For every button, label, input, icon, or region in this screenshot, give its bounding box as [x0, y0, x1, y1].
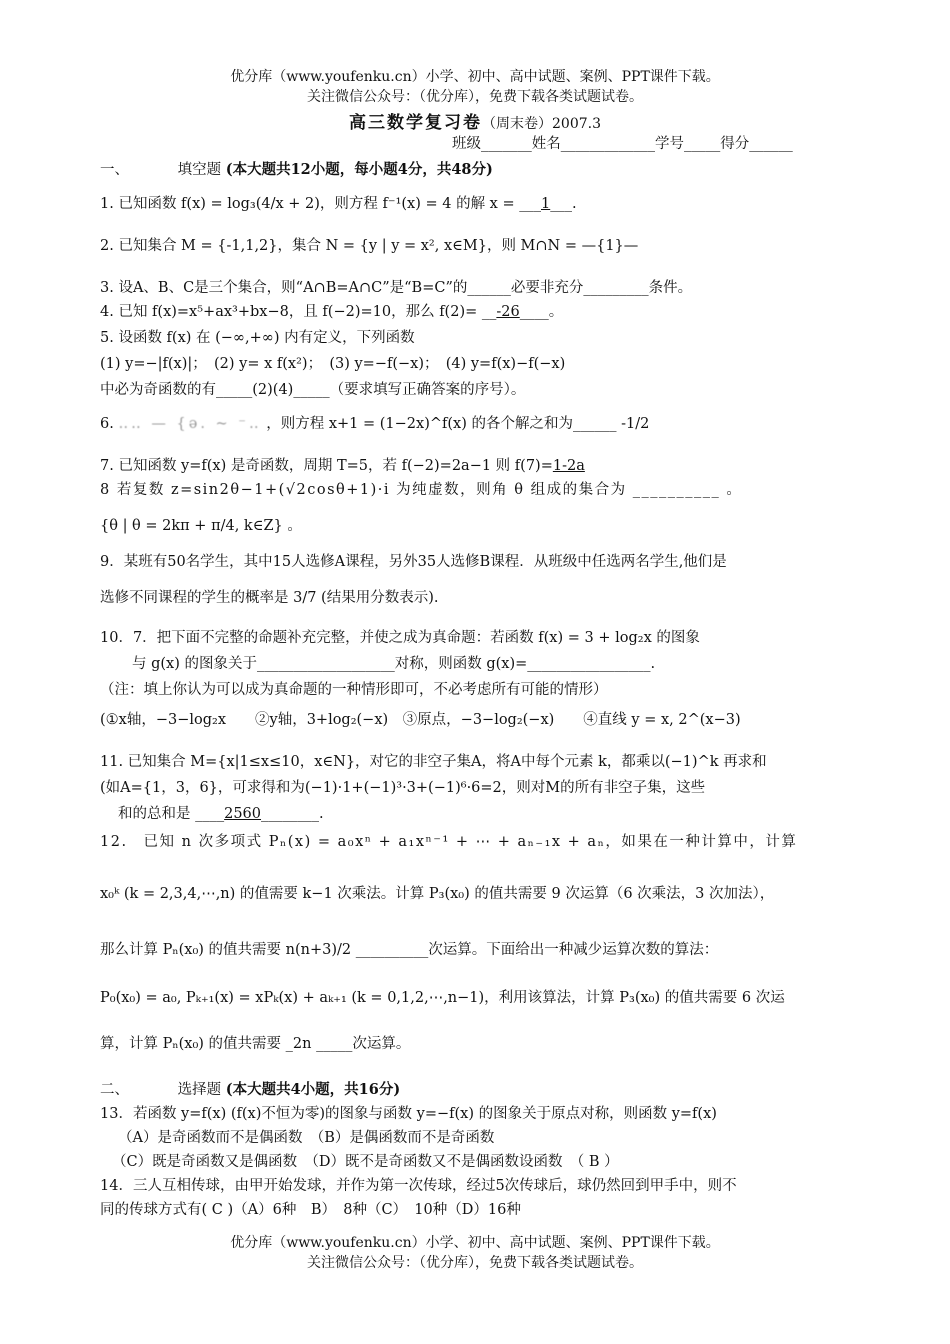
- title-sub: （周末卷）2007.3: [482, 116, 601, 132]
- question-10-line-3: （注：填上你认为可以成为真命题的一种情形即可，不必考虑所有可能的情形）: [100, 682, 608, 698]
- q11-line-3-text: 和的总和是: [118, 806, 191, 822]
- q4-text: 4. 已知 f(x)=x⁵+ax³+bx−8，且 f(−2)=10，那么 f(2)=: [100, 304, 478, 320]
- question-7: [100, 456, 860, 476]
- page-title: [0, 108, 950, 133]
- q7-answer: 1-2a: [552, 458, 585, 474]
- q7-text: 7. 已知函数 y=f(x) 是奇函数，周期 T=5，若 f(−2)=2a−1 则 f(7)=: [100, 458, 553, 474]
- question-12-line-1: 12. 已知 n 次多项式 Pₙ(x) = a₀xⁿ + a₁xⁿ⁻¹ + ⋯ + aₙ₋₁x + aₙ，如果在一种计算中，计算: [100, 834, 798, 850]
- question-4: 4. 已知 f(x)=x⁵+ax³+bx−8，且 f(−2)=10，那么 f(2)= __-26____。: [100, 304, 564, 320]
- question-12-line-4: P₀(x₀) = a₀, Pₖ₊₁(x) = xPₖ(x) + aₖ₊₁ (k = 0,1,2,⋯,n−1)，利用该算法，计算 P₃(x₀) 的值共需要 6 次运: [100, 990, 785, 1006]
- question-14-line-1: 14．三人互相传球，由甲开始发球，并作为第一次传球，经过5次传球后，球仍然回到甲手中，则不: [100, 1178, 737, 1194]
- question-5-line-1: 5. 设函数 f(x) 在 (−∞,+∞) 内有定义，下列函数: [100, 330, 415, 346]
- section-1-desc: (本大题共12小题，每小题4分，共48分): [225, 161, 493, 178]
- question-5-line-3: 中必为奇函数的有_____(2)(4)_____（要求填写正确答案的序号）。: [100, 382, 526, 398]
- question-10-line-4: (①x轴，−3−log₂x ②y轴，3+log₂(−x) ③原点，−3−log₂(−x) ④直线 y = x, 2^(x−3): [100, 712, 741, 728]
- q1-text: 1. 已知函数 f(x) = log₃(4/x + 2)，则方程 f⁻¹(x) = 4 的解 x =: [100, 196, 515, 212]
- question-14-line-2: 同的传球方式有( C )（A）6种 B） 8种（C） 10种（D）16种: [100, 1202, 521, 1218]
- q11-answer: 2560: [224, 806, 262, 822]
- question-10-line-2: 与 g(x) 的图象关于___________________对称，则函数 g(x)=_________________.: [132, 656, 656, 672]
- section-2-desc: (本大题共4小题，共16分): [225, 1081, 401, 1098]
- question-13-line-1: 13．若函数 y=f(x) (f(x)不恒为零)的图象与函数 y=−f(x) 的图象关于原点对称，则函数 y=f(x): [100, 1106, 717, 1122]
- header-line-2: 关注微信公众号：（优分库），免费下载各类试题试卷。: [307, 89, 643, 105]
- question-11-line-2: (如A={1，3，6}，可求得和为(−1)·1+(−1)³·3+(−1)⁶·6=2，则对M的所有非空子集，这些: [100, 780, 706, 796]
- question-11-line-3: 和的总和是 ____2560________.: [118, 806, 324, 822]
- section-2-num: 二、: [100, 1082, 129, 1098]
- section-1-label: 填空题: [177, 162, 222, 178]
- question-5-line-2: (1) y=−|f(x)|； (2) y= x f(x²)； (3) y=−f(−x)； (4) y=f(x)−f(−x): [100, 356, 566, 372]
- question-12-line-2: x₀ᵏ (k = 2,3,4,⋯,n) 的值需要 k−1 次乘法。计算 P₃(x₀) 的值共需要 9 次运算（6 次乘法，3 次加法），: [100, 886, 775, 902]
- question-10-line-1: 10．7．把下面不完整的命题补充完整，并使之成为真命题：若函数 f(x) = 3 + log₂x 的图象: [100, 630, 700, 646]
- q6-text: ，则方程 x+1 = (1−2x)^f(x) 的各个解之和为______: [266, 416, 617, 432]
- question-8-line-1: 8 若复数 z=sin2θ−1+(√2cosθ+1)·i 为纯虚数，则角 θ 组成的集合为 __________ 。: [100, 482, 743, 498]
- question-3: 3. 设A、B、C是三个集合，则“A∩B=A∩C”是“B=C”的______必要非充分_________条件。: [100, 280, 693, 296]
- q2-answer: {1}: [596, 238, 624, 254]
- student-info: 班级_______姓名_____________学号_____得分______: [452, 136, 793, 152]
- section-1-num: 一、: [100, 162, 129, 178]
- header-line-1: 优分库（www.youfenku.cn）小学、初中、高中试题、案例、PPT课件下载。: [230, 69, 720, 85]
- question-13-line-2: （A）是奇函数而不是偶函数 （B）是偶函数而不是奇函数: [118, 1130, 495, 1146]
- question-8-line-2: {θ | θ = 2kπ + π/4, k∈Z} 。: [100, 518, 302, 534]
- q6-answer: -1/2: [621, 416, 650, 432]
- q6-illegible-formula: ‥‥ — {ǝ. ~ ⁻‥: [118, 416, 262, 432]
- question-2: 2. 已知集合 M = {-1,1,2}，集合 N = {y | y = x², x∈M}，则 M∩N = —{1}—: [100, 238, 639, 254]
- section-1-heading: [100, 160, 860, 180]
- question-9-line-1: 9．某班有50名学生，其中15人选修A课程，另外35人选修B课程．从班级中任选两名学生,他们是: [100, 554, 727, 570]
- q1-answer: 1: [540, 196, 551, 212]
- question-6: [100, 414, 860, 434]
- title-main: 高三数学复习卷: [349, 113, 482, 133]
- footer-line-1: 优分库（www.youfenku.cn）小学、初中、高中试题、案例、PPT课件下载。: [230, 1235, 720, 1251]
- question-12-line-5: 算，计算 Pₙ(x₀) 的值共需要 _2n _____次运算。: [100, 1036, 411, 1052]
- section-2-label: 选择题: [177, 1082, 222, 1098]
- question-12-line-3: 那么计算 Pₙ(x₀) 的值共需要 n(n+3)/2 __________次运算。下面给出一种减少运算次数的算法：: [100, 942, 719, 958]
- question-13-line-3: （C）既是奇函数又是偶函数 （D）既不是奇函数又不是偶函数设函数 （ B ）: [112, 1154, 619, 1170]
- section-2-heading: [100, 1080, 860, 1100]
- q2-text: 2. 已知集合 M = {-1,1,2}，集合 N = {y | y = x², x∈M}，则 M∩N =: [100, 238, 577, 254]
- q6-num: 6.: [100, 416, 114, 432]
- question-9-line-2: 选修不同课程的学生的概率是 3/7 (结果用分数表示).: [100, 590, 439, 606]
- q4-answer: -26: [496, 304, 520, 320]
- footer-line-2: 关注微信公众号：（优分库），免费下载各类试题试卷。: [307, 1255, 643, 1271]
- question-11-line-1: 11. 已知集合 M={x|1≤x≤10，x∈N}，对它的非空子集A，将A中每个元素 k，都乘以(−1)^k 再求和: [100, 754, 767, 770]
- question-1: 1. 已知函数 f(x) = log₃(4/x + 2)，则方程 f⁻¹(x) = 4 的解 x = ___1___.: [100, 196, 577, 212]
